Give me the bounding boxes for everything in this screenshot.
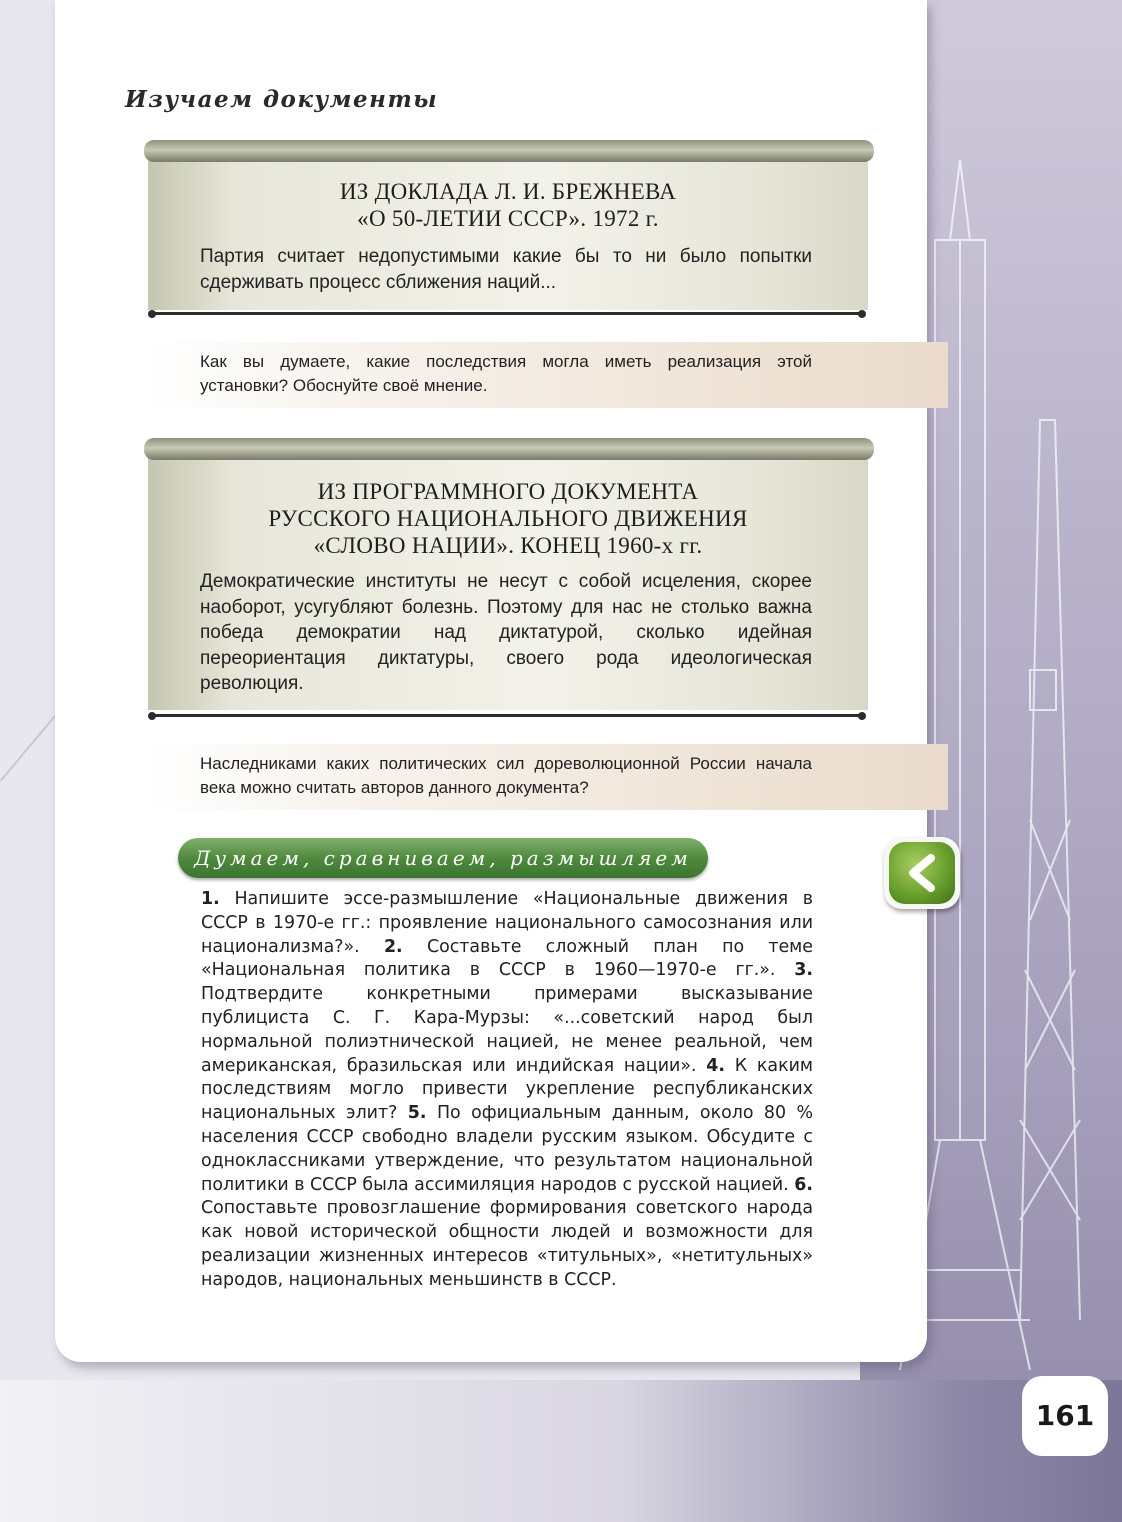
task-text: Подтвердите конкретными примерами высказывание публициста С. Г. Кара-Мурзы: «...советский народ был нормальной полиэтнической нацией, не менее реальной, чем американская, бразильская или индийская нации». [201,984,813,1076]
question-band-1 [148,342,948,408]
task-text: К каким последствиям могло привести укрепление республиканских национальных элит? [201,1055,814,1124]
document-text: Партия считает недопустимыми какие бы то ни было попытки сдерживать процесс сближения наций... [200,246,812,293]
scroll-rod [144,438,874,460]
document-scroll-2 [148,448,868,710]
document-text: Демократические институты не несут с собой исцеления, скорее наоборот, усугубляют болезнь. Поэтому для нас не столько важна победа демократии над диктатурой, сколько идейная переориентация диктатуры, своего рода идеологическая революция. [200,571,812,694]
task-number: 6. [794,1174,813,1195]
background-bottom-band [0,1380,1122,1522]
task-number: 2. [383,936,403,957]
scroll-rod [144,140,874,162]
document-title-line: РУССКОГО НАЦИОНАЛЬНОГО ДВИЖЕНИЯ [268,506,748,531]
question-band-2 [148,744,948,810]
back-button-face [889,842,955,904]
task-number: 3. [794,960,813,981]
document-title-line: «О 50-ЛЕТИИ СССР». 1972 г. [357,206,659,231]
document-title-line: ИЗ ПРОГРАММНОГО ДОКУМЕНТА [317,479,699,504]
document-title-line: ИЗ ДОКЛАДА Л. И. БРЕЖНЕВА [339,179,677,204]
task-number: 4. [706,1055,726,1076]
think-compare-reflect-header: Думаем, сравниваем, размышляем [178,838,708,878]
back-button[interactable] [884,837,960,909]
task-text: Напишите эссе-размышление «Национальные движения в СССР в 1970-е гг.: проявление национального самосознания или национализма?». [201,889,813,957]
divider [150,714,864,717]
task-number: 5. [407,1103,427,1124]
document-scroll-1 [148,150,868,310]
page-number: 161 [1022,1376,1108,1456]
question-text: Наследниками каких политических сил дореволюционной России начала века можно считать авторов данного документа? [200,754,812,797]
task-text: Составьте сложный план по теме «Национальная политика в СССР в 1960—1970-е гг.». [201,936,813,981]
tasks-paragraph [201,888,813,1293]
chevron-left-icon [901,852,943,894]
question-text: Как вы думаете, какие последствия могла иметь реализация этой установки? Обоснуйте своё мнение. [200,352,812,395]
task-text: По официальным данным, около 80 % населения СССР свободно владели русским языком. Обсудите с одноклассниками утверждение, что результатом национальной политики в СССР была ассимиляция народов с русской нацией. [201,1103,813,1195]
task-text: Сопоставьте провозглашение формирования советского народа как новой исторической общности людей и возможности для реализации жизненных интересов «титульных», «нетитульных» народов, национальных меньшинств в СССР. [201,1198,813,1290]
task-number: 1. [201,889,220,909]
section-heading: Изучаем документы [125,86,439,113]
document-title-line: «СЛОВО НАЦИИ». КОНЕЦ 1960-х гг. [313,533,703,558]
divider [150,312,864,315]
